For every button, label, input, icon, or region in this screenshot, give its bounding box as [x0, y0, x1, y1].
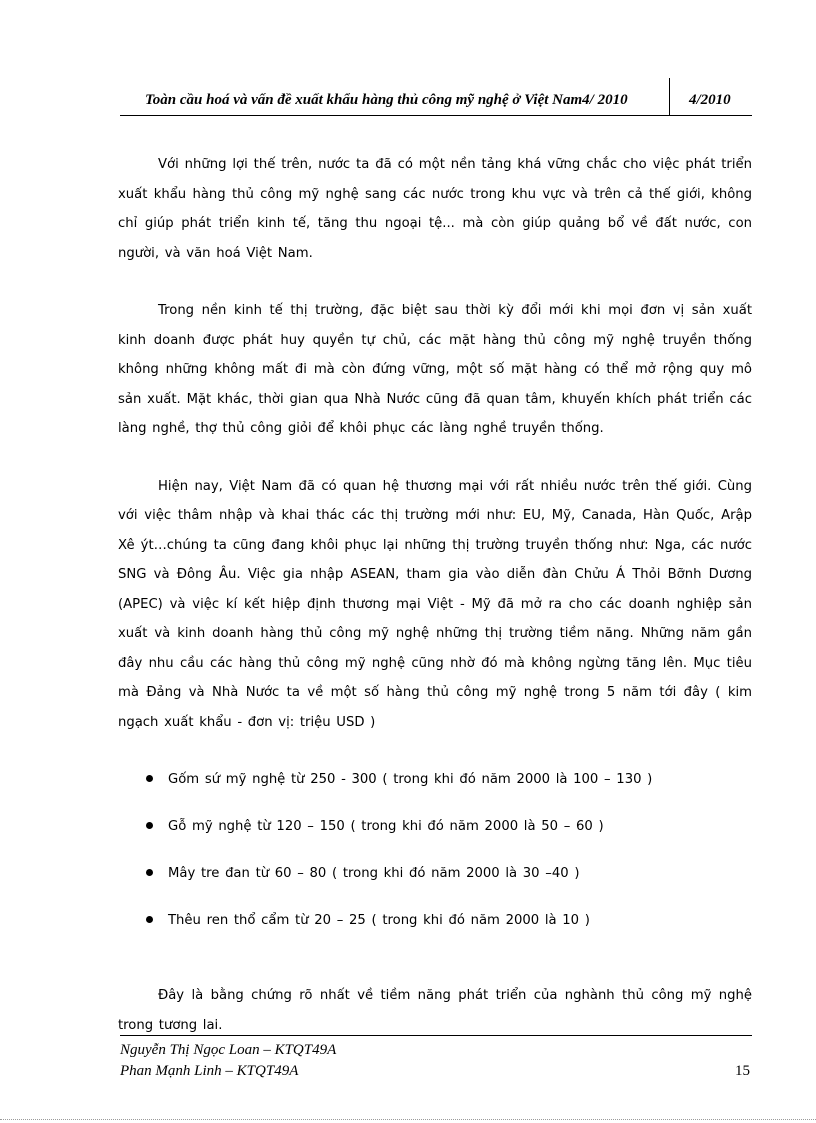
paragraph-advantages: Với những lợi thế trên, nước ta đã có một nền tảng khá vững chắc cho việc phát triển xuất khẩu hàng thủ công mỹ nghệ sang các nước trong khu vực và trên cả thế giới, không chỉ giúp phát triển kinh tế, tăng thu ngoại tệ... mà còn giúp quảng bổ về đất nước, con người, và văn hoá Việt Nam. — [118, 157, 752, 261]
list-item-text: Thêu ren thổ cẩm từ 20 – 25 ( trong khi đó năm 2000 là 10 ) — [168, 913, 590, 928]
bullet-icon — [146, 822, 153, 829]
paragraph-conclusion: Đây là bằng chứng rõ nhất về tiềm năng phát triển của nghành thủ công mỹ nghệ trong tương lai. — [118, 988, 752, 1033]
page-footer — [120, 1035, 752, 1095]
document-body — [118, 150, 752, 1068]
paragraph-trade-relations: Hiện nay, Việt Nam đã có quan hệ thương mại với rất nhiều nước trên thế giới. Cùng với việc thâm nhập và khai thác các thị trường mới như: EU, Mỹ, Canada, Hàn Quốc, Arập Xê ýt…chúng ta cũng đang khôi phục lại những thị trường truyền thống như: Nga, các nước SNG và Đông Âu. Việc gia nhập ASEAN, tham gia vào diễn đàn Chửu Á Thỏi Bỡnh Dương (APEC) và việc kí kết hiệp định thương mại Việt - Mỹ đã mở ra cho các doanh nghiệp sản xuất và kinh doanh hàng thủ công mỹ nghệ những thị trường tiềm năng. Những năm gần đây nhu cầu các hàng thủ công mỹ nghệ cũng nhờ đó mà không ngừng tăng lên. Mục tiêu mà Đảng và Nhà Nước ta về một số hàng thủ công mỹ nghệ trong 5 năm tới đây ( kim ngạch xuất khẩu - đơn vị: triệu USD ) — [118, 478, 752, 730]
list-item — [118, 906, 752, 953]
header-divider — [669, 78, 670, 116]
bullet-icon — [146, 775, 153, 782]
document-title: Toàn cầu hoá và vấn đề xuất khẩu hàng thủ công mỹ nghệ ở Việt Nam4/ 2010 — [145, 92, 628, 108]
list-item-text: Gỗ mỹ nghệ từ 120 – 150 ( trong khi đó năm 2000 là 50 – 60 ) — [168, 819, 604, 834]
page-boundary-line — [0, 1119, 816, 1120]
list-item-text: Gốm sứ mỹ nghệ từ 250 - 300 ( trong khi đó năm 2000 là 100 – 130 ) — [168, 772, 653, 787]
export-targets-list — [118, 765, 752, 953]
list-item — [118, 812, 752, 859]
bullet-icon — [146, 869, 153, 876]
page-number: 15 — [735, 1063, 750, 1079]
author-name-1: Nguyễn Thị Ngọc Loan – KTQT49A — [120, 1042, 337, 1058]
paragraph-market-economy: Trong nền kinh tế thị trường, đặc biệt sau thời kỳ đổi mới khi mọi đơn vị sản xuất kinh doanh được phát huy quyền tự chủ, các mặt hàng thủ công mỹ nghệ truyền thống không những không mất đi mà còn đứng vững, một số mặt hàng có thể mở rộng quy mô sản xuất. Mặt khác, thời gian qua Nhà Nước cũng đã quan tâm, khuyến khích phát triển các làng nghề, thợ thủ công giỏi để khôi phục các làng nghề truyền thống. — [118, 303, 752, 436]
footer-rule — [120, 1035, 752, 1036]
list-item-text: Mây tre đan từ 60 – 80 ( trong khi đó năm 2000 là 30 –40 ) — [168, 866, 580, 881]
document-date: 4/2010 — [689, 92, 731, 108]
list-item — [118, 859, 752, 906]
page-header — [120, 78, 752, 116]
header-rule — [120, 115, 752, 116]
list-item — [118, 765, 752, 812]
bullet-icon — [146, 916, 153, 923]
author-name-2: Phan Mạnh Linh – KTQT49A — [120, 1063, 299, 1079]
